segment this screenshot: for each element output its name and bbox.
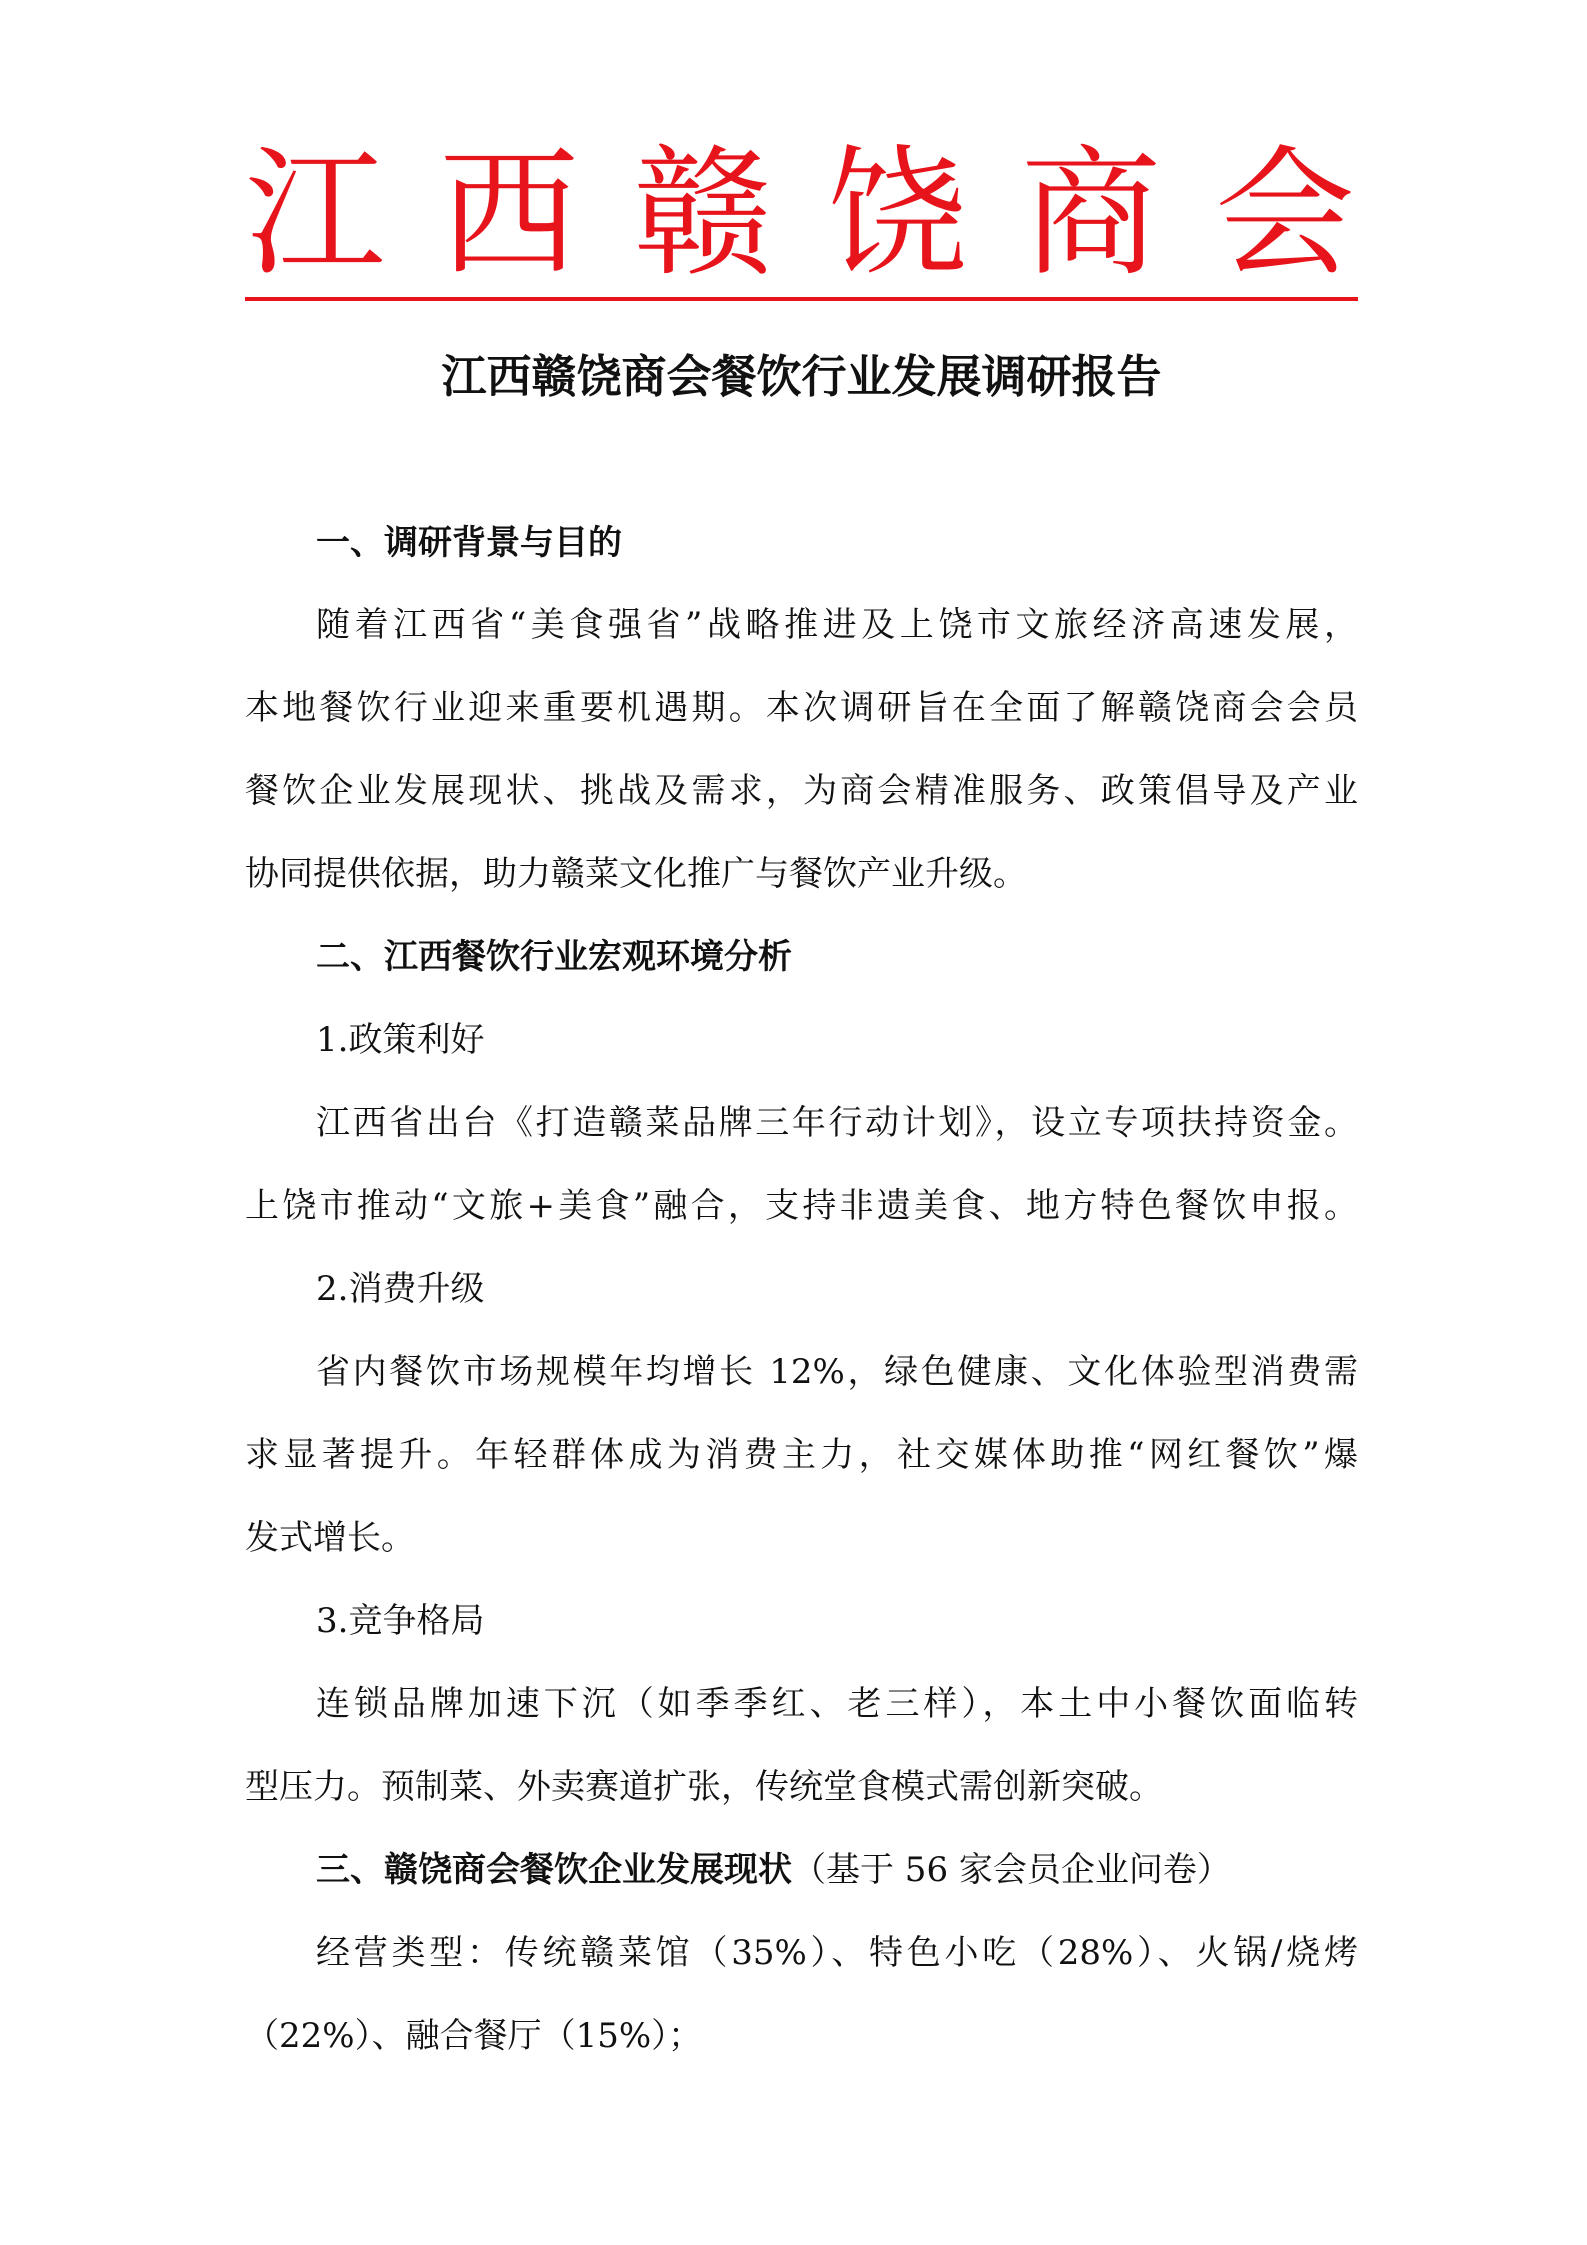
section-heading-note: （基于 56 家会员企业问卷） [792, 1850, 1231, 1890]
masthead-char: 商 [1020, 133, 1161, 296]
subsection-heading: 3.竞争格局 [316, 1601, 485, 1641]
paragraph-line: 江西省出台《打造赣菜品牌三年行动计划》，设立专项扶持资金。 [316, 1103, 1358, 1143]
subsection-heading: 2.消费升级 [316, 1269, 485, 1309]
paragraph-line: 随着江西省“美食强省”战略推进及上饶市文旅经济高速发展， [316, 605, 1358, 645]
section-heading: 二、江西餐饮行业宏观环境分析 [316, 937, 792, 977]
section-heading [316, 1845, 1358, 1895]
paragraph-line: （22%）、融合餐厅（15%）； [245, 2016, 703, 2056]
masthead-char: 江 [245, 133, 386, 296]
subsection-heading: 1.政策利好 [316, 1020, 485, 1060]
section-heading-title: 三、赣饶商会餐饮企业发展现状 [316, 1850, 792, 1890]
masthead-char: 赣 [632, 133, 773, 296]
masthead [245, 133, 1355, 296]
paragraph-line: 协同提供依据，助力赣菜文化推广与餐饮产业升级。 [245, 854, 1027, 894]
masthead-char: 西 [438, 133, 579, 296]
section-heading: 一、调研背景与目的 [316, 523, 622, 563]
masthead-char: 会 [1214, 133, 1355, 296]
paragraph-line: 餐饮企业发展现状、挑战及需求，为商会精准服务、政策倡导及产业 [245, 771, 1358, 811]
masthead-divider [245, 297, 1358, 301]
paragraph-line: 经营类型：传统赣菜馆（35%）、特色小吃（28%）、火锅/烧烤 [316, 1933, 1358, 1973]
paragraph-line: 省内餐饮市场规模年均增长 12%，绿色健康、文化体验型消费需 [316, 1352, 1358, 1392]
paragraph-line: 本地餐饮行业迎来重要机遇期。本次调研旨在全面了解赣饶商会会员 [245, 688, 1358, 728]
paragraph-line: 求显著提升。年轻群体成为消费主力，社交媒体助推“网红餐饮”爆 [245, 1435, 1358, 1475]
document-title: 江西赣饶商会餐饮行业发展调研报告 [441, 350, 1162, 403]
paragraph-line: 型压力。预制菜、外卖赛道扩张，传统堂食模式需创新突破。 [245, 1767, 1163, 1807]
paragraph-line: 上饶市推动“文旅+美食”融合，支持非遗美食、地方特色餐饮申报。 [245, 1186, 1358, 1226]
paragraph-line: 连锁品牌加速下沉（如季季红、老三样），本土中小餐饮面临转 [316, 1684, 1358, 1724]
masthead-char: 饶 [826, 133, 967, 296]
paragraph-line: 发式增长。 [245, 1518, 415, 1558]
